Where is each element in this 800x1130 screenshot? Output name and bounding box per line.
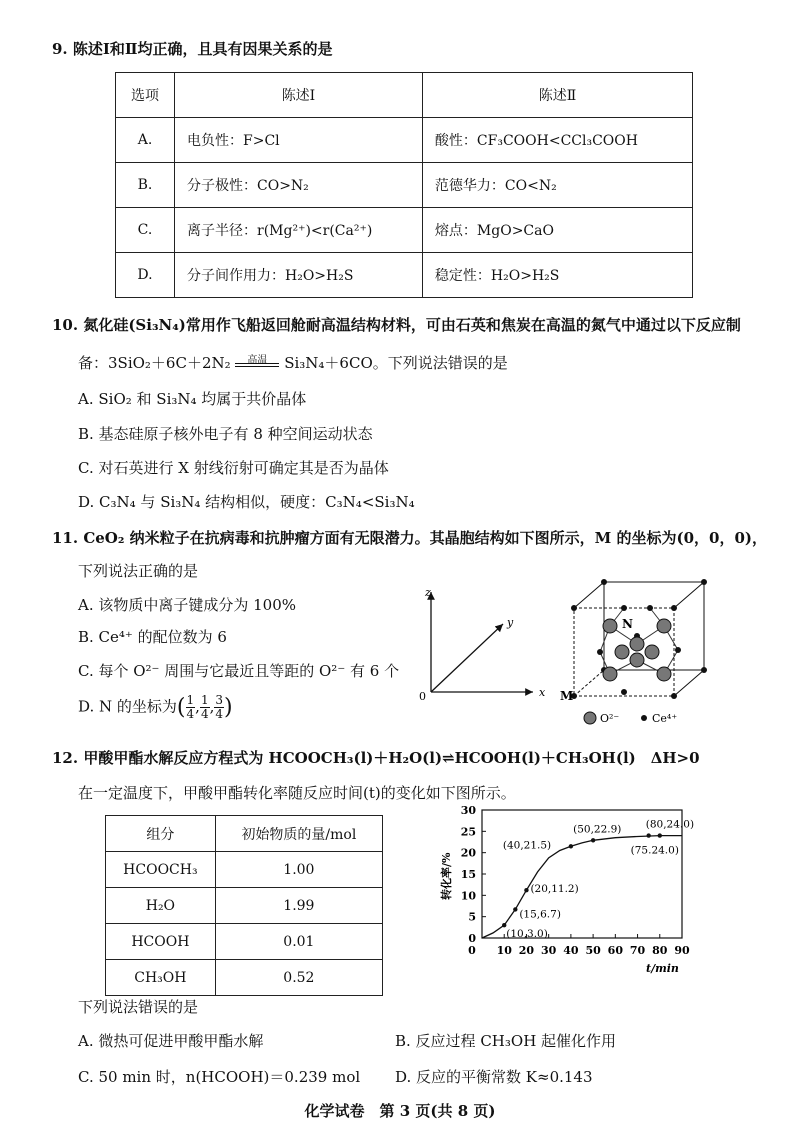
y-tick-label: 5: [468, 910, 476, 924]
m-label: M: [560, 689, 574, 703]
q9-table: [115, 72, 693, 298]
q12-conversion-chart: [420, 800, 695, 975]
q10-stem-text: 10. 氮化硅(Si₃N₄)常用作飞船返回舱耐高温结构材料，可由石英和焦炭在高温的氮气中通过以下反应制: [52, 316, 741, 334]
legend-o-label: O²⁻: [600, 712, 620, 725]
q12-cell-amount: 0.52: [215, 960, 382, 996]
z-label: z: [425, 586, 431, 599]
o-atom: [603, 667, 617, 681]
legend-o-marker: [584, 712, 596, 724]
q11-stem-line-1: 11. CeO₂ 纳米粒子在抗病毒和抗肿瘤方面有无限潜力。其晶胞结构如下图所示，M 的坐标为(0，0，0)，: [52, 529, 767, 547]
o-atom: [657, 619, 671, 633]
q12-cell-component: HCOOH: [106, 924, 216, 960]
q9-header-row: [116, 73, 693, 118]
y-tick-label: 15: [460, 868, 476, 881]
o-atom: [603, 619, 617, 633]
q12-header-component: 组分: [106, 816, 216, 852]
q9-row-statement-2: 范德华力：CO<N₂: [422, 163, 692, 208]
ce-atom: [701, 579, 707, 585]
ce-atom: [597, 649, 603, 655]
y-label: y: [507, 616, 514, 629]
x-tick-label: 30: [541, 944, 557, 957]
x-tick-label: 80: [652, 944, 668, 957]
q12-option-a: A. 微热可促进甲酸甲酯水解: [78, 1032, 264, 1050]
q12-cell-amount: 1.00: [215, 852, 382, 888]
ce-atom: [671, 605, 677, 611]
x-tick-label: 20: [518, 944, 535, 957]
q11-option-a: A. 该物质中离子键成分为 100%: [78, 596, 297, 614]
q12-cell-component: CH₃OH: [106, 960, 216, 996]
y-tick-label: 25: [460, 825, 476, 839]
page-footer: 化学试卷 第 3 页(共 8 页): [304, 1102, 496, 1120]
ce-atom: [601, 579, 607, 585]
x-tick-label: 60: [607, 944, 623, 957]
q10-reaction-arrow: [235, 355, 279, 373]
q12-header-amount: 初始物质的量/mol: [215, 816, 382, 852]
q10-equation-left: 备：3SiO₂＋6C＋2N₂: [78, 354, 231, 372]
q11-option-d: D. N 的坐标为( $\frac{1}{4}$ , $\frac{1}{4}$ , $\frac{3}{4}$ ): [78, 693, 233, 721]
q9-row-option: B.: [116, 163, 175, 208]
q9-row-statement-2: 酸性：CF₃COOH<CCl₃COOH: [422, 118, 692, 163]
chart-ylabel: 转化率/%: [440, 852, 453, 900]
data-point: [646, 833, 650, 837]
data-label: (80,24.0): [645, 818, 695, 831]
x-tick-label: 10: [496, 944, 512, 957]
q9-row-statement-2: 稳定性：H₂O>H₂S: [422, 253, 692, 298]
q10-option-d: D. C₃N₄ 与 Si₃N₄ 结构相似，硬度：C₃N₄<Si₃N₄: [78, 493, 415, 511]
q9-row-statement-1: 离子半径：r(Mg²⁺)<r(Ca²⁺): [175, 208, 423, 253]
q12-option-d: D. 反应的平衡常数 K≈0.143: [395, 1068, 593, 1086]
o-atom: [645, 645, 659, 659]
q11-fraction-z: [214, 694, 224, 721]
q11-stem-line-2: 下列说法正确的是: [78, 562, 199, 580]
q11-frac-y-num: 1: [200, 693, 209, 707]
q11-fraction-y: [200, 694, 210, 721]
q10-stem-line-1: [52, 314, 741, 335]
q12-option-c: C. 50 min 时，n(HCOOH)＝0.239 mol: [78, 1068, 361, 1086]
data-point: [524, 888, 528, 892]
data-point: [569, 844, 573, 848]
ce-atom: [621, 689, 627, 695]
q9-header-statement-1: 陈述Ⅰ: [175, 73, 423, 118]
x-label: x: [539, 686, 546, 699]
q9-row-statement-1: 分子间作用力：H₂O>H₂S: [175, 253, 423, 298]
q12-cell-amount: 0.01: [215, 924, 382, 960]
table-row: [106, 960, 383, 996]
q11-frac-y-den: 4: [200, 707, 209, 721]
q9-row-option: D.: [116, 253, 175, 298]
table-row: [116, 253, 693, 298]
q12-stem-line-2: 在一定温度下，甲酸甲酯转化率随反应时间(t)的变化如下图所示。: [78, 784, 516, 802]
table-row: [106, 852, 383, 888]
q11-frac-z-num: 3: [215, 693, 223, 707]
n-label: N: [622, 617, 633, 631]
x-tick-label: 40: [563, 944, 579, 957]
data-label: (10,3.0): [506, 928, 548, 941]
ce-atom: [675, 647, 681, 653]
q11-frac-x-den: 4: [186, 707, 195, 721]
q10-condition: 高温: [247, 355, 268, 366]
data-point: [513, 907, 517, 911]
q10-option-c: C. 对石英进行 X 射线衍射可确定其是否为晶体: [78, 459, 389, 477]
q10-equation-right: Si₃N₄＋6CO。下列说法错误的是: [284, 354, 508, 372]
data-label: (75.24.0): [630, 844, 679, 857]
y-tick-label: 30: [460, 804, 476, 817]
q12-table: [105, 815, 383, 996]
q11-axes-diagram: [415, 582, 555, 710]
q10-option-a: A. SiO₂ 和 Si₃N₄ 均属于共价晶体: [78, 390, 307, 408]
data-label: (50,22.9): [573, 823, 622, 836]
q12-stem-line-1: 12. 甲酸甲酯水解反应方程式为 HCOOCH₃(l)＋H₂O(l)⇌HCOOH(l)＋CH₃OH(l) ΔH>0: [52, 749, 700, 767]
table-row: [106, 888, 383, 924]
x-tick-label: 0: [468, 944, 476, 957]
q12-cell-component: H₂O: [106, 888, 216, 924]
o-atom: [630, 653, 644, 667]
x-tick-label: 70: [629, 944, 646, 957]
origin-label: 0: [419, 690, 426, 703]
q11-crystal-cell: [560, 574, 720, 728]
x-tick-label: 90: [674, 944, 690, 957]
q9-stem: 9. 陈述Ⅰ和Ⅱ均正确，且具有因果关系的是: [52, 40, 333, 58]
o-atom: [630, 637, 644, 651]
o-atom: [657, 667, 671, 681]
legend-ce-marker: [641, 715, 647, 721]
q12-option-b: B. 反应过程 CH₃OH 起催化作用: [395, 1032, 617, 1050]
y-tick-label: 20: [460, 846, 476, 860]
o-atoms: [603, 619, 671, 681]
o-atom: [615, 645, 629, 659]
q11-option-d-text: D. N 的坐标为: [78, 697, 177, 716]
y-tick-label: 10: [460, 889, 476, 903]
data-label: (15,6.7): [519, 908, 561, 921]
data-point: [502, 923, 506, 927]
y-axis: [431, 624, 503, 692]
chart-points: [502, 819, 694, 941]
table-row: [116, 118, 693, 163]
q11-frac-x-num: 1: [186, 693, 195, 707]
q11-paren-close: ): [224, 695, 233, 720]
q12-cell-amount: 1.99: [215, 888, 382, 924]
y-tick-label: 0: [468, 932, 476, 945]
q9-row-option: C.: [116, 208, 175, 253]
q12-header-row: [106, 816, 383, 852]
q10-stem-line-2: [78, 352, 508, 373]
q11-option-b: B. Ce⁴⁺ 的配位数为 6: [78, 628, 227, 646]
ce-atom: [647, 605, 653, 611]
q11-option-c: C. 每个 O²⁻ 周围与它最近且等距的 O²⁻ 有 6 个: [78, 662, 400, 680]
q9-header-statement-2: 陈述Ⅱ: [422, 73, 692, 118]
table-row: [116, 208, 693, 253]
q9-row-statement-1: 电负性：F>Cl: [175, 118, 423, 163]
q11-frac-z-den: 4: [215, 707, 223, 721]
q9-header-option: 选项: [116, 73, 175, 118]
q9-row-statement-2: 熔点：MgO>CaO: [422, 208, 692, 253]
q12-prompt: 下列说法错误的是: [78, 998, 199, 1016]
legend-ce-label: Ce⁴⁺: [652, 712, 678, 725]
q9-row-option: A.: [116, 118, 175, 163]
q9-row-statement-1: 分子极性：CO>N₂: [175, 163, 423, 208]
q11-paren-open: (: [176, 695, 186, 720]
ce-atom: [671, 693, 677, 699]
ce-atom: [701, 667, 707, 673]
table-row: [106, 924, 383, 960]
ce-atom: [621, 605, 627, 611]
ce-atom: [571, 605, 577, 611]
data-label: (20,11.2): [530, 883, 579, 896]
x-tick-label: 50: [585, 944, 601, 957]
q12-cell-component: HCOOCH₃: [106, 852, 216, 888]
q10-option-b: B. 基态硅原子核外电子有 8 种空间运动状态: [78, 425, 373, 443]
data-point: [591, 838, 595, 842]
data-label: (40,21.5): [502, 839, 552, 852]
data-point: [658, 833, 662, 837]
q11-fraction-x: [186, 694, 196, 721]
table-row: [116, 163, 693, 208]
chart-xlabel: t/min: [646, 962, 679, 975]
